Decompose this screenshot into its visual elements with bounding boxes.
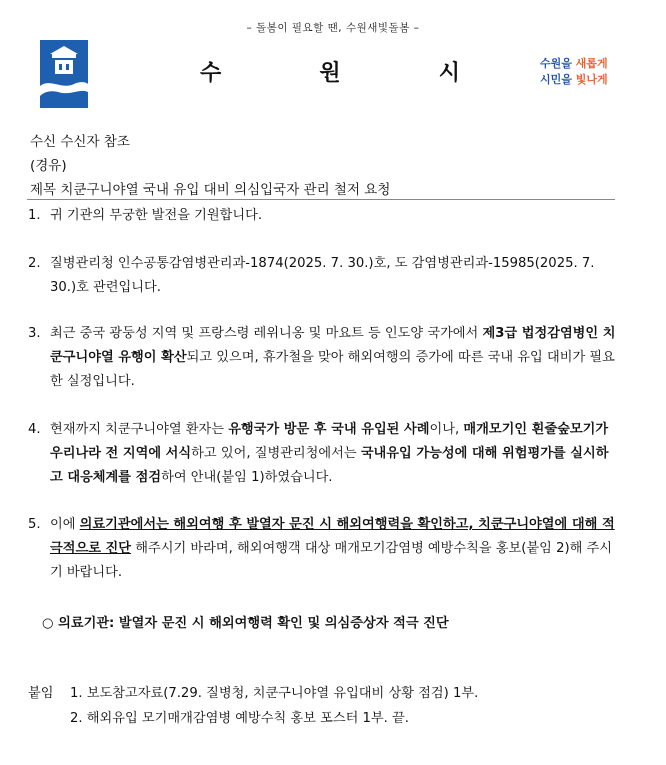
text-run: 현재까지 치쿤구니야열 환자는 [50,422,229,437]
title-char-2: 원 [319,61,341,86]
attachment-1: 1. 보도참고자료(7.29. 질병청, 치쿤구니야열 유입대비 상황 점검) 1부. [70,686,479,701]
subject-line: 제목 치쿤구니야열 국내 유입 대비 의심입국자 관리 철저 요청 [30,182,391,198]
bold-run: 제3급 법정감염병인 치쿤구니야열 유행이 확산 [50,326,616,365]
item-text [50,513,618,585]
text-run: 하고 있어, 질병관리청에서는 [191,446,361,461]
city-slogan [540,56,630,88]
item-4 [28,418,618,490]
item-1 [28,204,618,228]
text-run: 되고 있으며, 휴가철을 맞아 해외여행의 증가에 따른 국내 유입 대비가 필요한 실정입니다. [50,350,615,389]
header-divider [27,199,615,200]
header-slogan: – 돌봄이 필요할 땐, 수원새빛돌봄 – [246,22,420,34]
slogan-accent: 빛나게 [575,73,608,86]
item-text: 귀 기관의 무궁한 발전을 기원합니다. [50,208,263,223]
item-2 [28,252,618,300]
text-run: 하여 안내(붙임 1)하였습니다. [161,470,333,485]
item-5 [28,513,618,585]
text-run: 최근 중국 광둥성 지역 및 프랑스령 레위니옹 및 마요트 등 인도양 국가에서 [50,326,483,341]
item-text: 질병관리청 인수공통감염병관리과-1874(2025. 7. 30.)호, 도 감염병관리과-15985(2025. 7. 30.)호 관련입니다. [50,256,595,295]
title-char-3: 시 [438,61,460,86]
item-number: 1. [28,208,41,223]
attachments-label: 붙임 [28,686,54,701]
slogan-part: 수원을 [540,57,576,70]
attachment-2: 2. 해외유입 모기매개감염병 예방수칙 홍보 포스터 1부. 끝. [70,711,409,726]
bold-run: 유행국가 방문 후 국내 유입된 사례 [228,422,430,437]
item-number: 2. [28,256,41,271]
slogan-accent: 새롭게 [575,57,608,70]
recipient-line: 수신 수신자 참조 [30,134,130,150]
bold-underlined-run: 의료기관에서는 해외여행 후 발열자 문진 시 해외여행력을 확인하고, 치쿤구니야열에 대해 적극적으로 진단 [50,517,615,556]
suwon-city-logo [40,40,88,108]
text-run: 해주시기 바라며, 해외여행객 대상 매개모기감염병 예방수칙을 홍보(붙임 2)해 주시기 바랍니다. [50,541,613,580]
item-number: 3. [28,326,41,341]
title-char-1: 수 [200,61,222,86]
item-number: 4. [28,422,41,437]
slogan-part: 시민을 [540,73,576,86]
bold-run: 국내유입 가능성에 대해 위험평가를 실시하고 대응체계를 점검 [50,446,609,485]
via-line: (경유) [30,158,67,174]
item-number: 5. [28,517,41,532]
item-text [50,418,618,490]
item-3 [28,322,618,394]
text-run: 이에 [50,517,80,532]
circle-bullet-item: ○ 의료기관: 발열자 문진 시 해외여행력 확인 및 의심증상자 적극 진단 [42,616,449,631]
text-run: 이나, [429,422,464,437]
document-title [200,56,460,87]
item-text [50,322,618,394]
bold-run: 매개모기인 흰줄숲모기가 우리나라 전 지역에 서식 [50,422,609,461]
